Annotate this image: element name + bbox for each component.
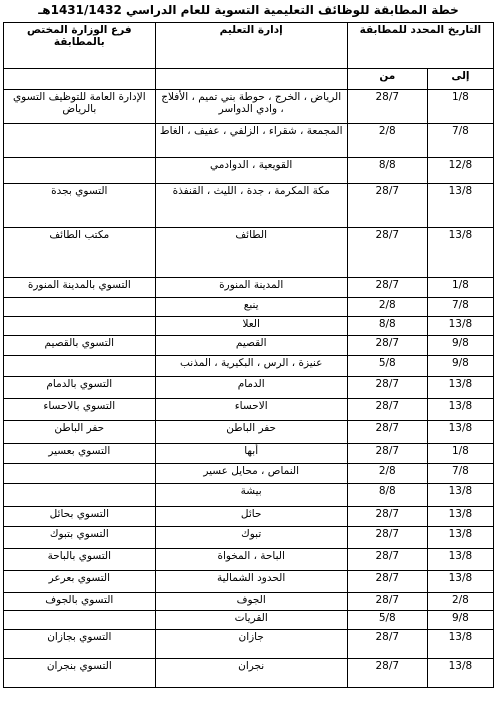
header-blank-1 <box>155 69 347 90</box>
branch-cell: التسوي بالدمام <box>4 377 156 399</box>
date-to-cell: 13/8 <box>427 484 493 507</box>
date-from-cell: 8/8 <box>347 158 427 184</box>
date-from-cell: 28/7 <box>347 90 427 124</box>
department-cell: مكة المكرمة ، جدة ، الليث ، القنفذة <box>155 184 347 228</box>
table-row <box>4 444 494 464</box>
branch-cell <box>4 317 156 336</box>
department-cell: القصيم <box>155 336 347 356</box>
department-cell: المجمعة ، شقراء ، الزلفي ، عفيف ، الغاط <box>155 124 347 158</box>
date-to-cell: 9/8 <box>427 336 493 356</box>
branch-cell: مكتب الطائف <box>4 228 156 278</box>
table-row <box>4 278 494 298</box>
branch-cell <box>4 298 156 317</box>
department-cell: تبوك <box>155 527 347 549</box>
date-from-cell: 8/8 <box>347 484 427 507</box>
date-from-cell: 2/8 <box>347 298 427 317</box>
table-row <box>4 336 494 356</box>
date-to-cell: 9/8 <box>427 356 493 377</box>
department-cell: ينبع <box>155 298 347 317</box>
table-row <box>4 421 494 444</box>
department-cell: عنيزة ، الرس ، البكيرية ، المذنب <box>155 356 347 377</box>
date-to-cell: 13/8 <box>427 184 493 228</box>
table-row <box>4 317 494 336</box>
department-cell: العلا <box>155 317 347 336</box>
department-cell: الحدود الشمالية <box>155 571 347 593</box>
date-from-cell: 2/8 <box>347 464 427 484</box>
department-cell: القويعية ، الدوادمي <box>155 158 347 184</box>
table-row <box>4 527 494 549</box>
branch-cell <box>4 484 156 507</box>
department-cell: حائل <box>155 507 347 527</box>
date-to-cell: 7/8 <box>427 124 493 158</box>
branch-cell: التسوي بحائل <box>4 507 156 527</box>
department-cell: الاحساء <box>155 399 347 421</box>
branch-cell: التسوي بعسير <box>4 444 156 464</box>
date-from-cell: 28/7 <box>347 593 427 611</box>
date-to-cell: 2/8 <box>427 593 493 611</box>
branch-cell: التسوي بالباحة <box>4 549 156 571</box>
branch-cell <box>4 124 156 158</box>
date-to-cell: 13/8 <box>427 317 493 336</box>
header-department: إدارة التعليم <box>155 23 347 69</box>
date-from-cell: 28/7 <box>347 507 427 527</box>
department-cell: القريات <box>155 611 347 630</box>
date-from-cell: 5/8 <box>347 611 427 630</box>
table-row <box>4 184 494 228</box>
date-from-cell: 28/7 <box>347 228 427 278</box>
date-to-cell: 1/8 <box>427 90 493 124</box>
department-cell: جازان <box>155 630 347 659</box>
table-body <box>4 90 494 688</box>
date-from-cell: 28/7 <box>347 659 427 688</box>
table-row <box>4 659 494 688</box>
table-row <box>4 571 494 593</box>
header-blank-2 <box>4 69 156 90</box>
date-to-cell: 13/8 <box>427 421 493 444</box>
branch-cell: التسوي بتبوك <box>4 527 156 549</box>
date-to-cell: 1/8 <box>427 444 493 464</box>
branch-cell <box>4 356 156 377</box>
department-cell: الرياض ، الخرج ، حوطة بني تميم ، الأفلاج ، وادي الدواسر <box>155 90 347 124</box>
table-row <box>4 298 494 317</box>
header-branch: فرع الوزارة المختص بالمطابقة <box>4 23 156 69</box>
date-from-cell: 28/7 <box>347 399 427 421</box>
date-to-cell: 13/8 <box>427 571 493 593</box>
date-to-cell: 13/8 <box>427 630 493 659</box>
department-cell: بيشة <box>155 484 347 507</box>
date-from-cell: 28/7 <box>347 421 427 444</box>
table-row <box>4 228 494 278</box>
table-row <box>4 593 494 611</box>
date-from-cell: 28/7 <box>347 527 427 549</box>
date-from-cell: 8/8 <box>347 317 427 336</box>
date-to-cell: 7/8 <box>427 464 493 484</box>
branch-cell: التسوي بالقصيم <box>4 336 156 356</box>
table-row <box>4 377 494 399</box>
matching-plan-table <box>3 22 494 688</box>
department-cell: نجران <box>155 659 347 688</box>
header-to: إلى <box>427 69 493 90</box>
branch-cell: التسوي بالاحساء <box>4 399 156 421</box>
date-from-cell: 5/8 <box>347 356 427 377</box>
table-row <box>4 611 494 630</box>
department-cell: أبها <box>155 444 347 464</box>
branch-cell: التسوي بعرعر <box>4 571 156 593</box>
date-from-cell: 28/7 <box>347 444 427 464</box>
department-cell: الدمام <box>155 377 347 399</box>
department-cell: حفر الباطن <box>155 421 347 444</box>
table-row <box>4 124 494 158</box>
table-row <box>4 507 494 527</box>
date-from-cell: 28/7 <box>347 184 427 228</box>
branch-cell <box>4 158 156 184</box>
branch-cell: التسوي بجدة <box>4 184 156 228</box>
date-to-cell: 9/8 <box>427 611 493 630</box>
date-to-cell: 13/8 <box>427 549 493 571</box>
date-from-cell: 28/7 <box>347 571 427 593</box>
branch-cell: الإدارة العامة للتوظيف التسوي بالرياض <box>4 90 156 124</box>
date-to-cell: 13/8 <box>427 228 493 278</box>
branch-cell: التسوي بالجوف <box>4 593 156 611</box>
date-to-cell: 12/8 <box>427 158 493 184</box>
branch-cell: حفر الباطن <box>4 421 156 444</box>
date-to-cell: 13/8 <box>427 659 493 688</box>
document-title: خطة المطابقة للوظائف التعليمية التسوية للعام الدراسي 1431/1432هـ <box>38 3 459 17</box>
header-from: من <box>347 69 427 90</box>
header-date-range: التاريخ المحدد للمطابقة <box>347 23 493 69</box>
branch-cell <box>4 611 156 630</box>
table-row <box>4 549 494 571</box>
table-row <box>4 484 494 507</box>
date-from-cell: 28/7 <box>347 336 427 356</box>
table-row <box>4 630 494 659</box>
date-from-cell: 28/7 <box>347 630 427 659</box>
department-cell: الطائف <box>155 228 347 278</box>
table-row <box>4 464 494 484</box>
table-row <box>4 399 494 421</box>
department-cell: النماص ، محايل عسير <box>155 464 347 484</box>
date-to-cell: 13/8 <box>427 527 493 549</box>
department-cell: الباحة ، المخواة <box>155 549 347 571</box>
department-cell: الجوف <box>155 593 347 611</box>
table-row <box>4 158 494 184</box>
branch-cell <box>4 464 156 484</box>
branch-cell: التسوي بالمدينة المنورة <box>4 278 156 298</box>
date-from-cell: 28/7 <box>347 377 427 399</box>
date-to-cell: 7/8 <box>427 298 493 317</box>
date-from-cell: 2/8 <box>347 124 427 158</box>
department-cell: المدينة المنورة <box>155 278 347 298</box>
date-to-cell: 13/8 <box>427 507 493 527</box>
date-from-cell: 28/7 <box>347 549 427 571</box>
date-to-cell: 13/8 <box>427 377 493 399</box>
branch-cell: التسوي بجازان <box>4 630 156 659</box>
table-row <box>4 90 494 124</box>
table-row <box>4 356 494 377</box>
branch-cell: التسوي بنجران <box>4 659 156 688</box>
date-from-cell: 28/7 <box>347 278 427 298</box>
date-to-cell: 1/8 <box>427 278 493 298</box>
date-to-cell: 13/8 <box>427 399 493 421</box>
